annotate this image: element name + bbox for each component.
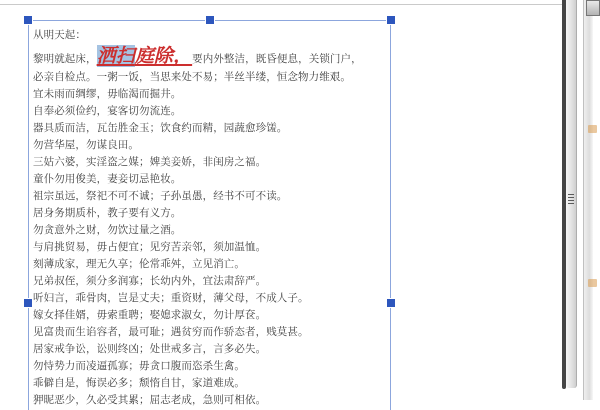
red-phrase-selected-text: 洒扫 bbox=[96, 45, 135, 67]
paragraph-line: 见富贵而生谄容者，最可耻；遇贫穷而作骄态者，贱莫甚。 bbox=[33, 326, 309, 338]
paragraph-line: 宜未雨而绸缪，毋临渴而掘井。 bbox=[33, 88, 182, 100]
paragraph-intro: 从明天起： bbox=[33, 29, 86, 41]
right-side-strip bbox=[584, 0, 593, 400]
paragraph-line: 兄弟叔侄，须分多润寡；长幼内外，宜法肃辞严。 bbox=[33, 275, 267, 287]
text-box-content bbox=[29, 21, 390, 409]
paragraph-line: 嫁女择佳婿，毋索重聘；娶媳求淑女，勿计厚奁。 bbox=[33, 309, 267, 321]
paragraph-line: 居身务期质朴，教子要有义方。 bbox=[33, 207, 182, 219]
resize-handle-top-left[interactable] bbox=[23, 15, 33, 25]
page-top-edge bbox=[0, 4, 562, 5]
resize-handle-top-right[interactable] bbox=[386, 15, 396, 25]
red-phrase-text: 庭除， bbox=[134, 45, 193, 67]
paragraph-line: 狎昵恶少，久必受其累；屈志老成，急则可相依。 bbox=[33, 394, 267, 406]
vertical-scrollbar[interactable] bbox=[566, 0, 577, 388]
paragraph-line: 勿营华屋，勿谋良田。 bbox=[33, 139, 139, 151]
paragraph-line: 勿恃势力而凌逼孤寡；毋贪口腹而恣杀生禽。 bbox=[33, 360, 245, 372]
clipped-content-mark bbox=[588, 125, 597, 133]
paragraph-with-red-phrase bbox=[33, 44, 382, 69]
scrollbar-grip-icon bbox=[568, 194, 574, 205]
paragraph-line: 居家戒争讼，讼则终凶；处世戒多言，言多必失。 bbox=[33, 343, 267, 355]
paragraph-line: 三姑六婆，实淫盗之媒；婢美妾娇，非闺房之福。 bbox=[33, 156, 267, 168]
line2-prefix: 黎明就起床， bbox=[33, 53, 97, 65]
resize-handle-middle-left[interactable] bbox=[23, 298, 33, 308]
line2-suffix: 要内外整洁，既昏便息，关锁门户， bbox=[192, 53, 362, 65]
paragraph-line: 祖宗虽远，祭祀不可不诚；子孙虽愚，经书不可不读。 bbox=[33, 190, 288, 202]
paragraph-line: 自奉必须俭约，宴客切勿流连。 bbox=[33, 105, 182, 117]
paragraph-line: 刻薄成家，理无久享；伦常乖舛，立见消亡。 bbox=[33, 258, 245, 270]
scroll-top-button[interactable] bbox=[586, 0, 600, 16]
paragraph-line: 乖僻自是，悔误必多；颓惰自甘，家道难成。 bbox=[33, 377, 245, 389]
paragraph-line: 勿贪意外之财，勿饮过量之酒。 bbox=[33, 224, 182, 236]
resize-handle-top-middle[interactable] bbox=[205, 15, 215, 25]
resize-handle-middle-right[interactable] bbox=[386, 298, 396, 308]
paragraph-line: 童仆勿用俊美，妻妾切忌艳妆。 bbox=[33, 173, 182, 185]
paragraph-line: 与肩挑贸易，毋占便宜；见穷苦亲邻，须加温恤。 bbox=[33, 241, 267, 253]
paragraph-line: 必亲自检点。一粥一饭，当思来处不易；半丝半缕，恒念物力维艰。 bbox=[33, 71, 351, 83]
paragraph-line: 器具质而洁，瓦缶胜金玉；饮食约而精，园蔬愈珍馐。 bbox=[33, 122, 288, 134]
clipped-content-mark bbox=[588, 279, 597, 287]
paragraph-line: 听妇言，乖骨肉，岂是丈夫；重资财，薄父母，不成人子。 bbox=[33, 292, 309, 304]
text-box[interactable] bbox=[28, 20, 391, 410]
